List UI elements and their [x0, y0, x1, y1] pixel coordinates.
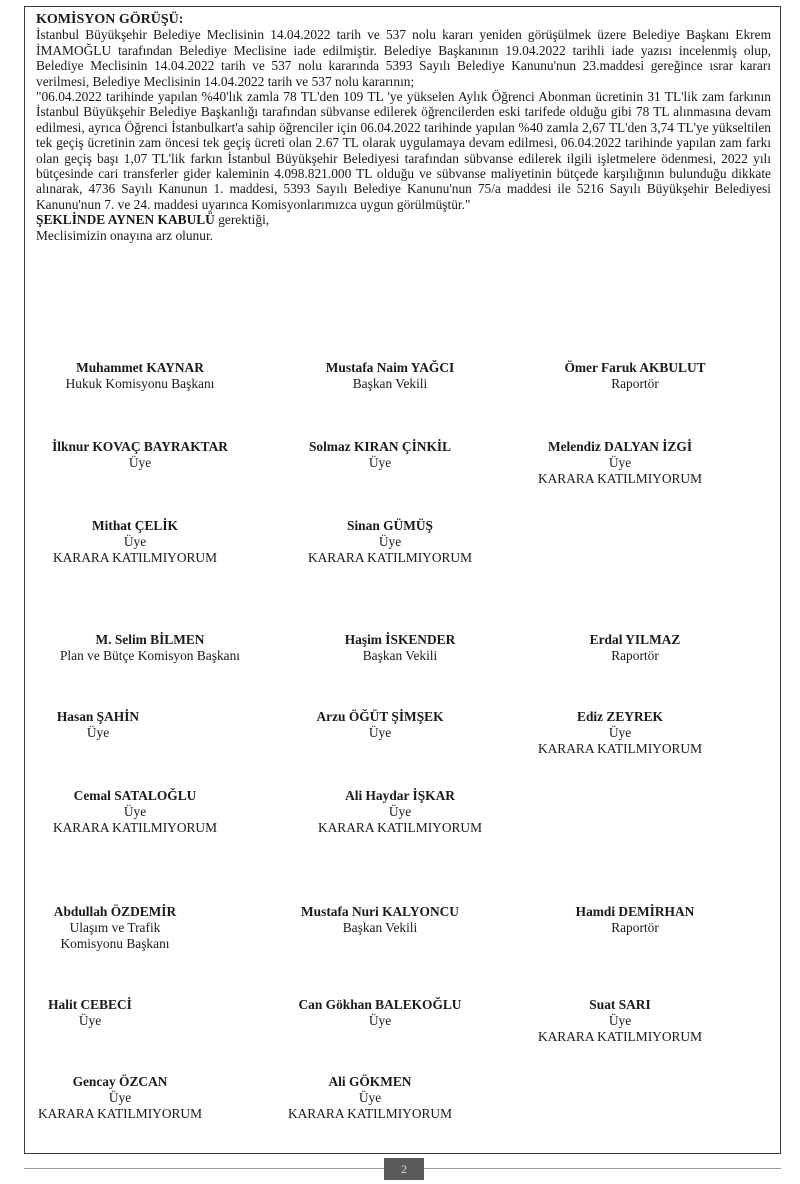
dissent-note: KARARA KATILMIYORUM: [37, 1106, 203, 1121]
signatory-role: Üye: [108, 1090, 132, 1105]
signatory-name: Gencay ÖZCAN: [72, 1074, 168, 1089]
signatory-role: Üye: [123, 534, 147, 549]
signatory-role: Başkan Vekili: [342, 920, 418, 935]
dissent-note: KARARA KATILMIYORUM: [317, 820, 483, 835]
signatory-name: İlknur KOVAÇ BAYRAKTAR: [52, 439, 228, 454]
signatory-name: Mithat ÇELİK: [92, 518, 178, 533]
signature-block: [40, 439, 240, 471]
signature-block: [265, 997, 495, 1029]
signatory-name: Solmaz KIRAN ÇİNKİL: [308, 439, 452, 454]
signature-block: [40, 360, 240, 392]
signatory-role: Üye: [358, 1090, 382, 1105]
acceptance-bold: ŞEKLİNDE AYNEN KABULÜ: [36, 212, 215, 228]
signatory-name: Melendiz DALYAN İZGİ: [547, 439, 693, 454]
signatory-name: Abdullah ÖZDEMİR: [53, 904, 177, 919]
signature-block: [510, 439, 730, 487]
signatory-name: Erdal YILMAZ: [589, 632, 681, 647]
dissent-note: KARARA KATILMIYORUM: [537, 471, 703, 486]
signatory-name: Hamdi DEMİRHAN: [575, 904, 695, 919]
dissent-note: KARARA KATILMIYORUM: [537, 741, 703, 756]
signature-block: [0, 997, 190, 1029]
signatory-name: Can Gökhan BALEKOĞLU: [298, 997, 462, 1012]
paragraph-intro: İstanbul Büyükşehir Belediye Meclisinin 14.04.2022 tarih ve 537 nolu kararı yeniden görüşülmek üzere Belediye Başkanı Ekrem İMAMOĞLU tarafından Belediye Meclisine iade edilmiştir. Belediye Başkanının 19.04.2022 tarihli iade yazısı incelenmiş olup, Belediye Meclisinin 14.04.2022 tarih ve 537 nolu kararında 5393 Sayılı Belediye Kanunu'nun 23.maddesi gereğince ısrar kararı verilmesi, Belediye Meclisinin 14.04.2022 tarih ve 537 nolu kararının;: [36, 27, 771, 89]
signatory-role: Başkan Vekili: [352, 376, 428, 391]
signature-block: [280, 709, 480, 741]
signatory-name: Arzu ÖĞÜT ŞİMŞEK: [316, 709, 444, 724]
signatory-role: Raportör: [611, 376, 659, 391]
dissent-note: KARARA KATILMIYORUM: [52, 550, 218, 565]
dissent-note: KARARA KATILMIYORUM: [287, 1106, 453, 1121]
signatory-role: Başkan Vekili: [362, 648, 438, 663]
dissent-note: KARARA KATILMIYORUM: [52, 820, 218, 835]
signatory-role: Üye: [128, 455, 152, 470]
signatory-role: Hukuk Komisyonu Başkanı: [65, 376, 215, 391]
signatory-role: Üye: [378, 534, 402, 549]
signatory-name: M. Selim BİLMEN: [95, 632, 205, 647]
signature-block: [290, 360, 490, 392]
signatory-role: Üye: [388, 804, 412, 819]
signatory-name: Ediz ZEYREK: [577, 709, 663, 724]
signatory-name: Ali Haydar İŞKAR: [345, 788, 455, 803]
signature-block: [40, 632, 260, 664]
signature-block: [20, 788, 250, 836]
signature-block: [280, 439, 480, 471]
signatory-role: Üye: [78, 1013, 102, 1028]
signature-block: [535, 360, 735, 392]
acceptance-rest: gerektiği,: [214, 212, 270, 228]
signature-block: [510, 709, 730, 757]
signature-block: [15, 904, 215, 952]
signature-block: [535, 904, 735, 936]
signature-block: [0, 709, 198, 741]
signature-block: [535, 632, 735, 664]
signatory-role: Üye: [86, 725, 110, 740]
signature-block: [265, 904, 495, 936]
signatory-role: Raportör: [611, 648, 659, 663]
commission-opinion: [36, 12, 771, 243]
signatory-name: Suat SARI: [589, 997, 651, 1012]
signatory-name: Mustafa Naim YAĞCI: [325, 360, 455, 375]
paragraph-quote: "06.04.2022 tarihinde yapılan %40'lık zamla 78 TL'den 109 TL 'ye yükselen Aylık Öğrenci Abonman ücretinin 31 TL'lik zam farkının İstanbul Büyükşehir Belediye Başkanlığı tarafından sübvanse edilerek öğrencilerden eski tarifede olduğu gibi 78 TL alınmasına devam edilmesi, ayrıca Öğrenci İstanbulkart'a sahip öğrenciler için 06.04.2022 tarihinde yapılan %40 zamla 2,67 TL'den 3,74 TL'ye yükseltilen tek geçiş ücretinin zam öncesi tek geçiş ücreti olan 2.67 TL olarak uygulamaya devam edilmesi, 06.04.2022 tarihinde yapılan zam farkı olan geçiş başı 1,07 TL'lik farkın İstanbul Büyükşehir Belediyesi tarafından sübvanse edilerek ilgili işletmelere ödenmesi, 2022 yılı bütçesinde cari transferler gider kaleminin 4.098.821.000 TL olduğu ve sübvanse maliyetinin bütçede karşılığının bulunduğu dikkate alınarak, 4736 Sayılı Kanunun 1. maddesi, 5393 Sayılı Belediye Kanunu'nun 75/a maddesi ile 5216 Sayılı Büyükşehir Belediyesi Kanunu'nun 7. ve 24. maddesi uyarınca Komisyonlarımızca uygun görülmüştür.": [36, 89, 771, 212]
signatory-role: Üye: [608, 1013, 632, 1028]
signatory-role: Raportör: [611, 920, 659, 935]
signatory-name: Cemal SATALOĞLU: [73, 788, 197, 803]
page-number: 2: [384, 1158, 424, 1180]
acceptance-line: [36, 212, 771, 227]
signatory-name: Hasan ŞAHİN: [56, 709, 140, 724]
dissent-note: KARARA KATILMIYORUM: [537, 1029, 703, 1044]
signature-block: [255, 1074, 485, 1122]
signatory-name: Muhammet KAYNAR: [76, 360, 204, 375]
signatory-name: Haşim İSKENDER: [344, 632, 456, 647]
signatory-name: Sinan GÜMÜŞ: [347, 518, 433, 533]
signatory-name: Ömer Faruk AKBULUT: [564, 360, 706, 375]
submit-line: Meclisimizin onayına arz olunur.: [36, 227, 214, 243]
signatory-role: Ulaşım ve Trafik: [69, 920, 161, 935]
signatory-name: Ali GÖKMEN: [328, 1074, 412, 1089]
signature-block: [5, 1074, 235, 1122]
signatory-role: Plan ve Bütçe Komisyon Başkanı: [59, 648, 240, 663]
signature-block: [500, 997, 740, 1045]
signatory-name: Halit CEBECİ: [48, 997, 132, 1012]
signatory-role: Üye: [368, 725, 392, 740]
signature-block: [285, 788, 515, 836]
signatory-role: Üye: [608, 725, 632, 740]
signatory-role: Üye: [608, 455, 632, 470]
signature-block: [300, 632, 500, 664]
signature-block: [275, 518, 505, 566]
section-title: KOMİSYON GÖRÜŞÜ:: [36, 12, 184, 27]
dissent-note: KARARA KATILMIYORUM: [307, 550, 473, 565]
signatory-role: Üye: [368, 1013, 392, 1028]
signatory-role: Üye: [123, 804, 147, 819]
signatory-role: Üye: [368, 455, 392, 470]
signature-block: [20, 518, 250, 566]
signatory-name: Mustafa Nuri KALYONCU: [301, 904, 459, 919]
signatory-role-line2: Komisyonu Başkanı: [60, 936, 170, 951]
